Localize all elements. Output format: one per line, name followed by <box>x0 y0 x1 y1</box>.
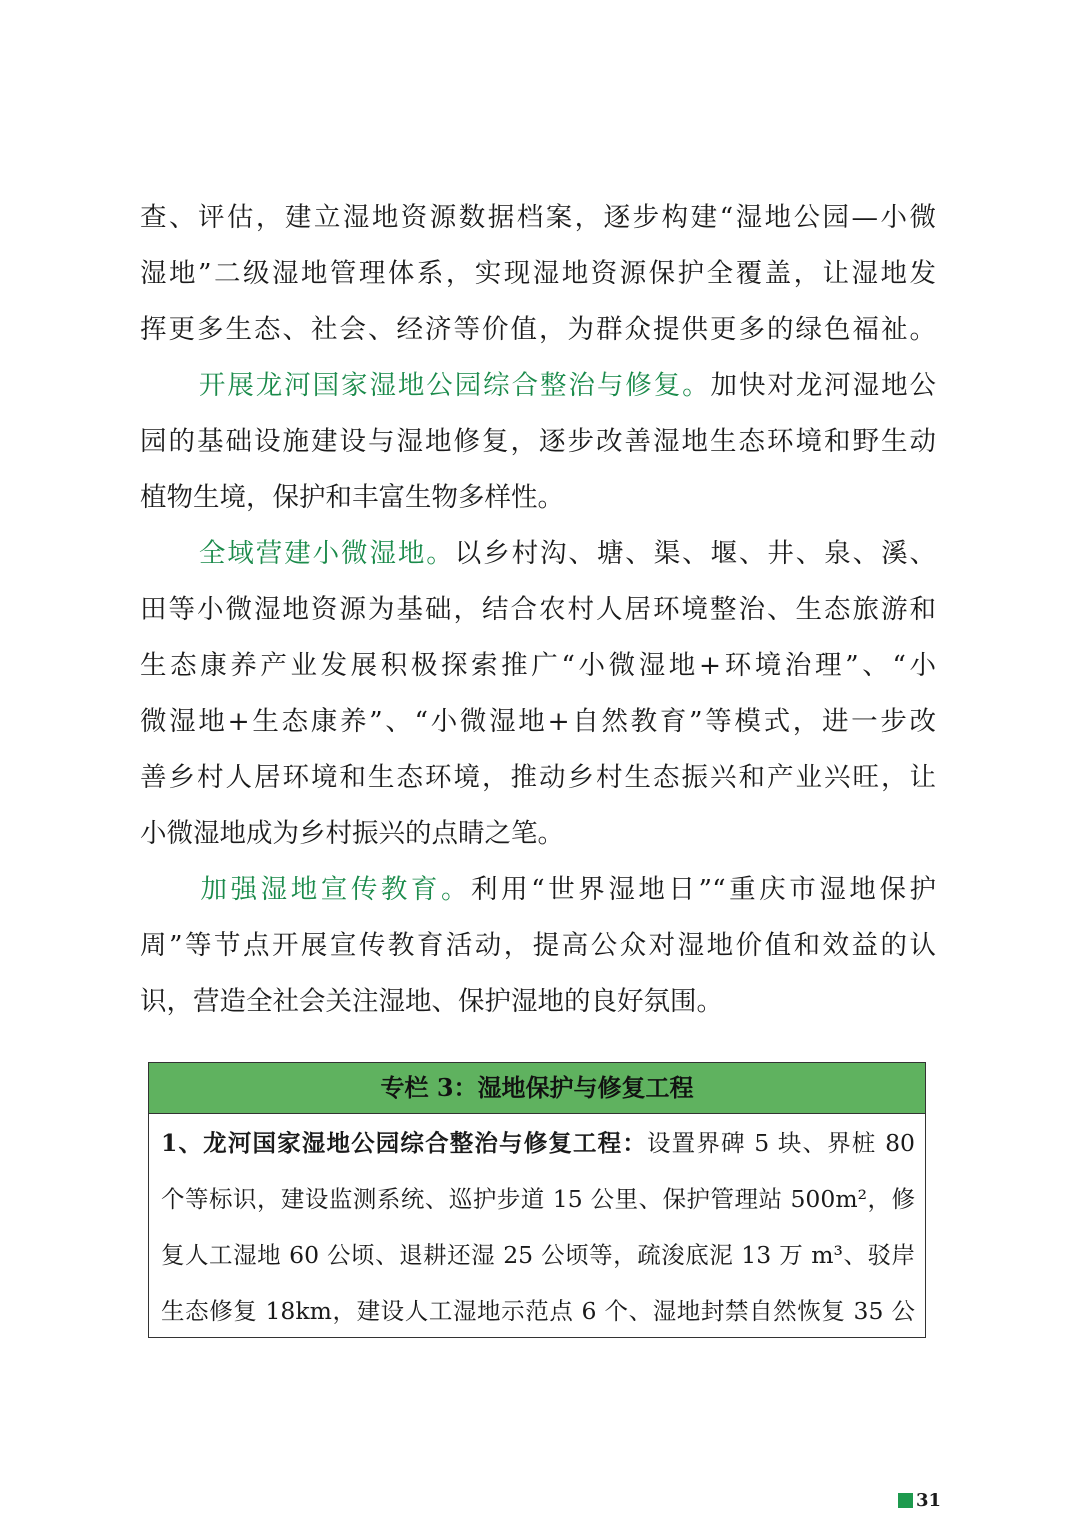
p2-line-2: 园的基础设施建设与湿地修复，逐步改善湿地生态环境和野生动 <box>140 426 936 457</box>
p1-line-2: 湿地”二级湿地管理体系，实现湿地资源保护全覆盖，让湿地发 <box>140 258 936 289</box>
box-line-1 <box>161 1125 915 1161</box>
p4-line-1 <box>140 870 936 910</box>
p4-line-1-text: 利用“世界湿地日”“重庆市湿地保护 <box>471 874 936 905</box>
item1-line-1-text: 设置界碑 5 块、界桩 80 <box>647 1129 915 1157</box>
p4-line-2: 周”等节点开展宣传教育活动，提高公众对湿地价值和效益的认 <box>140 930 936 961</box>
p4-heading: 加强湿地宣传教育。 <box>197 874 472 905</box>
box-line-2: 个等标识，建设监测系统、巡护步道 15 公里、保护管理站 500m²，修 <box>161 1185 915 1213</box>
p3-line-1-text: 以乡村沟、塘、渠、堰、井、泉、溪、 <box>454 538 937 569</box>
p1-line-3: 挥更多生态、社会、经济等价值，为群众提供更多的绿色福祉。 <box>140 314 936 345</box>
p1-line-1: 查、评估，建立湿地资源数据档案，逐步构建“湿地公园—小微 <box>140 202 936 233</box>
p3-line-2: 田等小微湿地资源为基础，结合农村人居环境整治、生态旅游和 <box>140 594 936 625</box>
box-line-3: 复人工湿地 60 公顷、退耕还湿 25 公顷等，疏浚底泥 13 万 m³、驳岸 <box>161 1241 915 1269</box>
p3-heading: 全域营建小微湿地。 <box>197 538 455 569</box>
box-line-4: 生态修复 18km，建设人工湿地示范点 6 个、湿地封禁自然恢复 35 公 <box>161 1297 915 1325</box>
p3-line-3: 生态康养产业发展积极探索推广“小微湿地+环境治理”、“小 <box>140 650 936 681</box>
p3-line-1 <box>140 534 936 574</box>
page-number-text: 31 <box>916 1489 942 1511</box>
p2-heading: 开展龙河国家湿地公园综合整治与修复。 <box>197 370 711 401</box>
p2-line-1 <box>140 366 936 406</box>
p3-line-4: 微湿地+生态康养”、“小微湿地+自然教育”等模式，进一步改 <box>140 706 936 737</box>
p2-line-1-text: 加快对龙河湿地公 <box>710 370 937 401</box>
item1-heading: 1、龙河国家湿地公园综合整治与修复工程： <box>161 1129 647 1157</box>
page-number <box>898 1490 941 1510</box>
special-column-title: 专栏 3：湿地保护与修复工程 <box>149 1063 925 1114</box>
p4-line-3: 识，营造全社会关注湿地、保护湿地的良好氛围。 <box>140 986 723 1017</box>
p2-line-3: 植物生境，保护和丰富生物多样性。 <box>140 482 564 513</box>
p3-line-5: 善乡村人居环境和生态环境，推动乡村生态振兴和产业兴旺，让 <box>140 762 936 793</box>
special-column-box <box>148 1062 926 1338</box>
page-marker-icon <box>898 1493 913 1508</box>
p3-line-6: 小微湿地成为乡村振兴的点睛之笔。 <box>140 818 564 849</box>
